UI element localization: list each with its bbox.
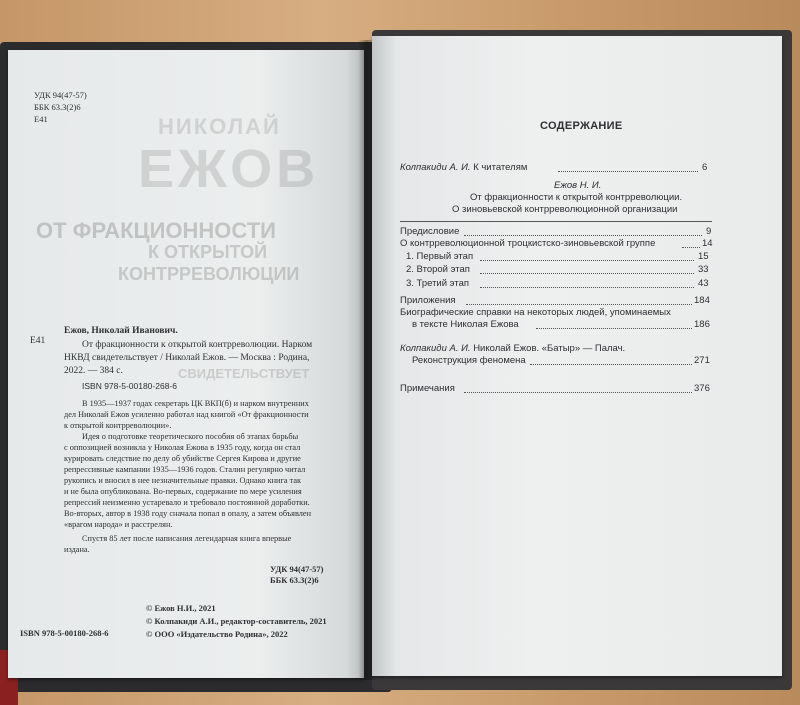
toc-section-author: Ежов Н. И. bbox=[554, 180, 602, 191]
toc-entry-title: 2. Второй этап bbox=[406, 264, 470, 275]
toc-entry-author: Колпакиди А. И. bbox=[400, 162, 471, 173]
author-mark: Е41 bbox=[34, 114, 48, 124]
toc-entry-title: 3. Третий этап bbox=[406, 278, 469, 289]
right-page bbox=[372, 36, 782, 676]
toc-entry-title: 1. Первый этап bbox=[406, 251, 474, 262]
catalog-mark: Е41 bbox=[30, 336, 46, 346]
show-through-title-3: КОНТРРЕВОЛЮЦИИ bbox=[118, 264, 300, 284]
show-through-subtitle: СВИДЕТЕЛЬСТВУЕТ bbox=[178, 366, 310, 381]
copyright-line: © Ежов Н.И., 2021 bbox=[146, 603, 216, 613]
toc-entry-title: Николай Ежов. «Батыр» — Палач. bbox=[473, 343, 626, 354]
toc-entry-title: К читателям bbox=[473, 162, 528, 173]
toc-leader bbox=[480, 273, 694, 274]
toc-leader bbox=[530, 364, 692, 365]
show-through-title-1: ОТ ФРАКЦИОННОСТИ bbox=[36, 218, 276, 243]
toc-entry-title: Предисловие bbox=[400, 226, 460, 237]
toc-page-number: 186 bbox=[694, 319, 710, 330]
annotation-line: В 1935—1937 годах секретарь ЦК ВКП(б) и нарком внутренних bbox=[82, 399, 309, 408]
isbn-line: ISBN 978-5-00180-268-6 bbox=[82, 381, 177, 391]
annotation-line: репрессий неизменно устаревало и требовало постоянной доработки. bbox=[64, 498, 310, 507]
toc-page-number: 6 bbox=[702, 162, 708, 173]
toc-section-title-1: От фракционности к открытой контрреволюции. bbox=[470, 192, 683, 203]
annotation-line: Спустя 85 лет после написания легендарная книга впервые bbox=[82, 534, 292, 543]
toc-leader bbox=[464, 392, 692, 393]
udk-code: УДК 94(47-57) bbox=[34, 90, 87, 100]
toc-divider bbox=[400, 221, 712, 222]
catalog-heading: Ежов, Николай Иванович. bbox=[64, 326, 178, 336]
annotation-line: к открытой контрреволюции». bbox=[64, 421, 172, 430]
annotation-line: курировать следствие по делу об убийстве Сергея Кирова и другие bbox=[64, 454, 301, 463]
toc-page-number: 33 bbox=[698, 264, 709, 275]
show-through-title-2: К ОТКРЫТОЙ bbox=[148, 242, 268, 262]
toc-page-number: 15 bbox=[698, 251, 709, 262]
toc-page-number: 14 bbox=[702, 238, 713, 249]
toc-entry-title: Приложения bbox=[400, 295, 456, 306]
toc-leader bbox=[558, 171, 698, 172]
toc-entry-author: Колпакиди А. И. bbox=[400, 343, 471, 354]
annotation-line: и не была опубликована. Во-первых, содержание по мере усиления bbox=[64, 487, 302, 496]
toc-leader bbox=[480, 260, 694, 261]
annotation-line: рукопись и вносил в нее незначительные правки. Однако книга так bbox=[64, 476, 302, 485]
annotation-line: репрессивные кампании 1935—1936 годов. Сталин регулярно читал bbox=[64, 465, 306, 474]
catalog-line-3: 2022. — 384 с. bbox=[64, 366, 123, 376]
left-page bbox=[8, 50, 364, 678]
copyright-line: © Колпакиди А.И., редактор-составитель, 2021 bbox=[146, 616, 327, 626]
toc-entry-title: Примечания bbox=[400, 383, 455, 394]
toc-leader bbox=[682, 247, 700, 248]
copyright-line: © ООО «Издательство Родина», 2022 bbox=[146, 629, 288, 639]
toc-title: СОДЕРЖАНИЕ bbox=[540, 120, 623, 132]
toc-entry-title-cont: в тексте Николая Ежова bbox=[412, 319, 519, 330]
annotation-line: дел Николай Ежов усиленно работал над книгой «От фракционности bbox=[64, 410, 309, 419]
toc-leader bbox=[480, 287, 694, 288]
catalog-line-1: От фракционности к открытой контрреволюции. Нарком bbox=[82, 340, 313, 350]
toc-page-number: 271 bbox=[694, 355, 710, 366]
udk-bottom: УДК 94(47-57) bbox=[270, 564, 324, 574]
toc-entry-title-cont: Реконструкция феномена bbox=[412, 355, 526, 366]
catalog-line-2: НКВД свидетельствует / Николай Ежов. — Москва : Родина, bbox=[64, 353, 310, 363]
toc-page-number: 43 bbox=[698, 278, 709, 289]
bbk-bottom: ББК 63.3(2)6 bbox=[270, 575, 319, 585]
toc-entry bbox=[400, 343, 625, 355]
toc-entry-title: Биографические справки на некоторых людей, упоминаемых bbox=[400, 307, 671, 318]
toc-leader bbox=[536, 328, 692, 329]
show-through-author-first: НИКОЛАЙ bbox=[158, 114, 281, 139]
toc-section-title-2: О зиновьевской контрреволюционной организации bbox=[452, 204, 678, 215]
toc-page-number: 376 bbox=[694, 383, 710, 394]
annotation-line: издана. bbox=[64, 545, 90, 554]
annotation-line: с оппозицией возникла у Николая Ежова в 1935 году, когда он стал bbox=[64, 443, 301, 452]
isbn-bottom: ISBN 978-5-00180-268-6 bbox=[20, 628, 109, 638]
annotation-line: Идея о подготовке теоретического пособия об этапах борьбы bbox=[82, 432, 299, 441]
toc-entry-title: О контрреволюционной троцкистско-зиновьевской группе bbox=[400, 238, 656, 249]
show-through-author-last: ЕЖОВ bbox=[138, 139, 320, 199]
annotation-line: «врагом народа» и расстрелян. bbox=[64, 520, 173, 529]
bbk-code: ББК 63.3(2)6 bbox=[34, 102, 81, 112]
toc-page-number: 184 bbox=[694, 295, 710, 306]
toc-leader bbox=[464, 235, 702, 236]
toc-entry-intro bbox=[400, 162, 527, 174]
annotation-line: Во-вторых, автор в 1938 году сначала попал в опалу, а затем объявлен bbox=[64, 509, 312, 518]
toc-page-number: 9 bbox=[706, 226, 712, 237]
toc-leader bbox=[466, 304, 692, 305]
